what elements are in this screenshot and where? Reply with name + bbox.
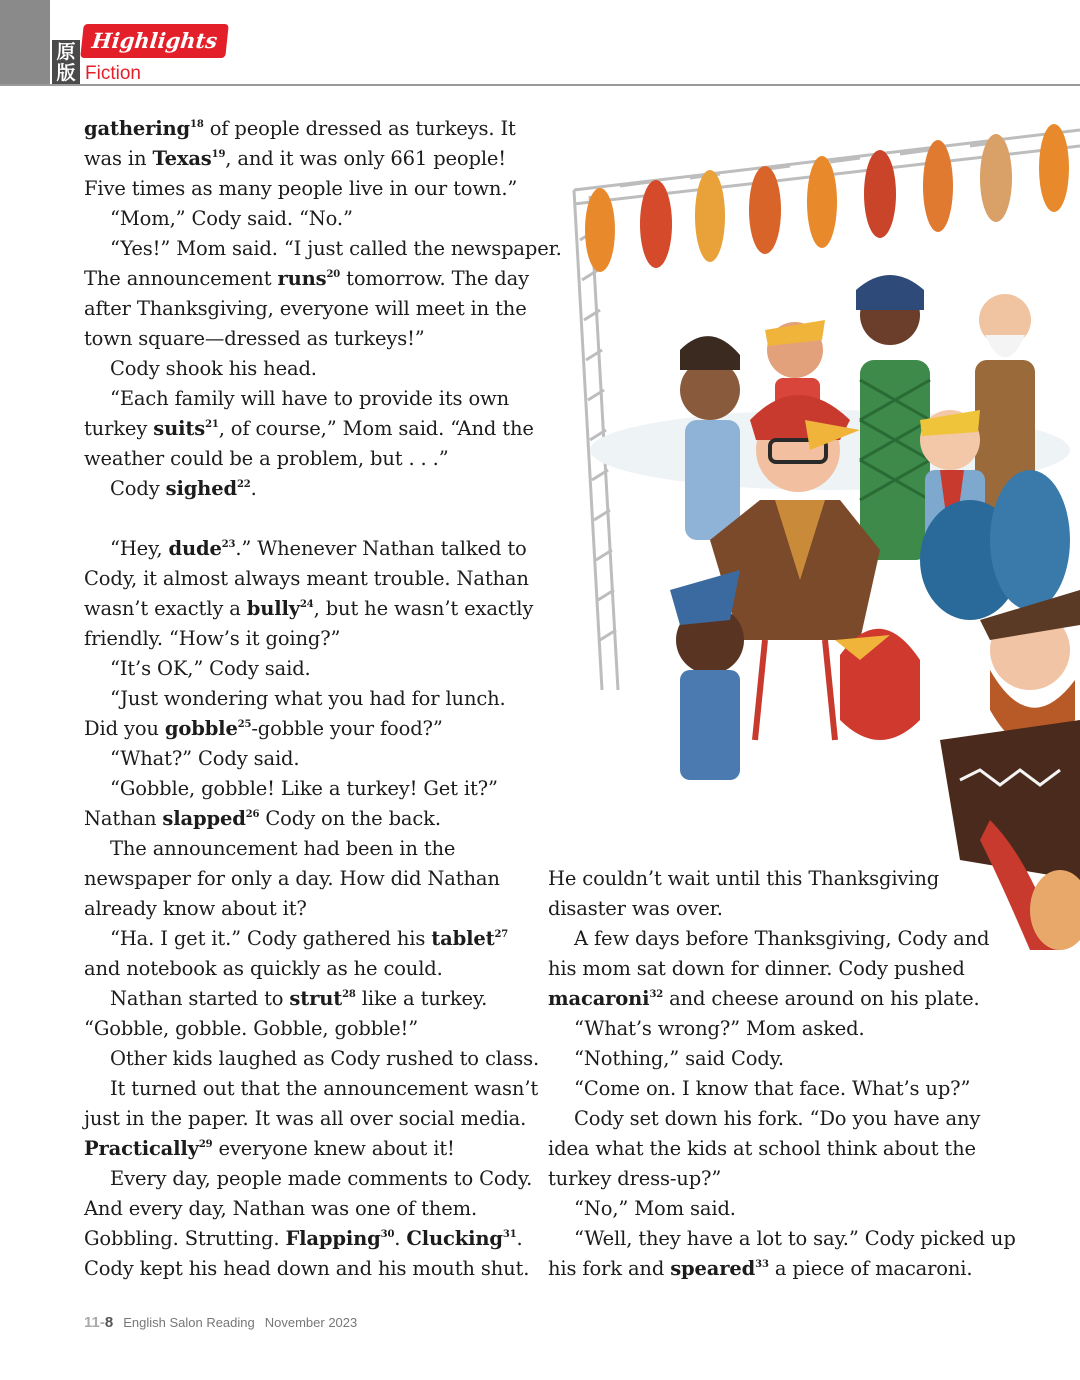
vocab-word: sighed [165, 477, 237, 500]
text-run: “No,” Mom said. [574, 1197, 736, 1220]
highlights-logo: Highlights [80, 24, 229, 58]
text-line [84, 1194, 534, 1224]
vocab-number: 22 [236, 479, 251, 490]
text-line [84, 954, 534, 984]
text-line [84, 1164, 534, 1194]
vocab-word: Texas [152, 147, 212, 170]
text-run: , and it was only 661 people! [225, 147, 506, 170]
text-run: “Come on. I know that face. What’s up?” [574, 1077, 971, 1100]
text-line [84, 114, 534, 144]
text-run: “What?” Cody said. [110, 747, 300, 770]
text-run: Cody on the back. [259, 807, 441, 830]
text-run: Cody set down his fork. “Do you have any [574, 1107, 981, 1130]
text-run: already know about it? [84, 897, 307, 920]
text-run: “Mom,” Cody said. “No.” [110, 207, 353, 230]
vocab-number: 25 [237, 719, 252, 730]
text-line [84, 1134, 534, 1164]
vocab-word: speared [670, 1257, 756, 1280]
text-run: a piece of macaroni. [768, 1257, 973, 1280]
text-line [548, 1134, 998, 1164]
text-run: “It’s OK,” Cody said. [110, 657, 311, 680]
text-run: And every day, Nathan was one of them. [84, 1197, 477, 1220]
text-run: Did you [84, 717, 165, 740]
text-line [84, 804, 534, 834]
text-run: He couldn’t wait until this Thanksgiving [548, 867, 940, 890]
text-run: -gobble your food?” [251, 717, 443, 740]
text-line [548, 1044, 998, 1074]
vocab-number: 26 [245, 809, 260, 820]
vocab-number: 32 [649, 989, 664, 1000]
text-run: just in the paper. It was all over social media. [84, 1107, 527, 1130]
text-run: turkey dress-up?” [548, 1167, 722, 1190]
page-number: 11-8 [84, 1314, 114, 1331]
vocab-number: 20 [326, 269, 341, 280]
vocab-number: 29 [198, 1139, 213, 1150]
text-run: was in [84, 147, 153, 170]
text-run: after Thanksgiving, everyone will meet in the [84, 297, 527, 320]
text-line [548, 1014, 998, 1044]
text-line [548, 1194, 998, 1224]
text-run: of people dressed as turkeys. It [203, 117, 516, 140]
text-run: “Gobble, gobble. Gobble, gobble!” [84, 1017, 419, 1040]
text-run: . [250, 477, 257, 500]
text-line [84, 1104, 534, 1134]
text-run: tomorrow. The day [340, 267, 529, 290]
story-column-left [84, 114, 562, 1284]
text-line [84, 1254, 534, 1284]
text-line [84, 324, 534, 354]
text-line [84, 714, 534, 744]
text-run: idea what the kids at school think about the [548, 1137, 976, 1160]
text-line [84, 894, 534, 924]
text-line [84, 744, 534, 774]
text-run: Other kids laughed as Cody rushed to class. [110, 1047, 540, 1070]
text-line [84, 474, 534, 504]
vocab-number: 21 [205, 419, 219, 430]
text-line [84, 384, 534, 414]
hanging-leaves [585, 124, 1069, 272]
text-run: Every day, people made comments to Cody. [110, 1167, 533, 1190]
text-run: . [516, 1227, 523, 1250]
text-run: , of course,” Mom said. “And the [218, 417, 534, 440]
text-run: “Hey, [110, 537, 169, 560]
text-line [548, 1224, 1016, 1254]
text-run: Nathan started to [110, 987, 290, 1010]
text-run: The announcement [84, 267, 278, 290]
text-run: “Yes!” Mom said. “I just called the newspaper. [110, 237, 562, 260]
vocab-number: 33 [755, 1259, 769, 1270]
vocab-word: bully [246, 597, 300, 620]
text-run: Five times as many people live in our town.” [84, 177, 518, 200]
text-line [548, 1074, 998, 1104]
text-run: “What’s wrong?” Mom asked. [574, 1017, 865, 1040]
text-line [84, 684, 534, 714]
text-line [84, 564, 534, 594]
text-run: . [394, 1227, 407, 1250]
text-line [548, 984, 998, 1014]
text-run: Cody, it almost always meant trouble. Nathan [84, 567, 529, 590]
vocab-number: 23 [221, 539, 236, 550]
vocab-number: 28 [342, 989, 356, 1000]
text-line [548, 1254, 998, 1284]
text-run: disaster was over. [548, 897, 723, 920]
text-line [548, 954, 998, 984]
vocab-word: gobble [164, 717, 238, 740]
vocab-number: 30 [380, 1229, 395, 1240]
text-line [84, 354, 534, 384]
text-run: It turned out that the announcement wasn’t [110, 1077, 539, 1100]
text-run: The announcement had been in the [110, 837, 456, 860]
text-run: “Ha. I get it.” Cody gathered his [110, 927, 432, 950]
text-run: his fork and [548, 1257, 671, 1280]
text-run: Cody [110, 477, 166, 500]
text-line [548, 924, 998, 954]
text-line [84, 1074, 539, 1104]
text-line [548, 894, 998, 924]
page-footer [84, 1314, 357, 1331]
text-run: and cheese around on his plate. [663, 987, 980, 1010]
vocab-word: macaroni [548, 987, 650, 1010]
text-line [548, 1164, 998, 1194]
text-line [84, 1044, 540, 1074]
text-run: , but he wasn’t exactly [313, 597, 534, 620]
text-run: weather could be a problem, but . . .” [84, 447, 449, 470]
vocab-word: slapped [162, 807, 246, 830]
vocab-word: Practically [84, 1137, 199, 1160]
text-run: Cody shook his head. [110, 357, 317, 380]
text-run: town square—dressed as turkeys!” [84, 327, 425, 350]
text-run: turkey [84, 417, 154, 440]
text-run: Gobbling. Strutting. [84, 1227, 286, 1250]
header-rule [0, 84, 1080, 86]
text-run: “Each family will have to provide its own [110, 387, 509, 410]
text-line [84, 174, 534, 204]
vocab-number: 24 [299, 599, 314, 610]
vocab-word: gathering [84, 117, 191, 140]
story-column-right [548, 864, 1016, 1284]
text-run: and notebook as quickly as he could. [84, 957, 443, 980]
text-run: newspaper for only a day. How did Nathan [84, 867, 500, 890]
vocab-number: 18 [190, 119, 204, 130]
text-line [84, 834, 534, 864]
issue-date: November 2023 [264, 1315, 358, 1330]
text-run: his mom sat down for dinner. Cody pushed [548, 957, 965, 980]
crowd [590, 275, 1080, 950]
text-line [548, 1104, 998, 1134]
turkey-costume-crowd-illustration [560, 120, 1080, 950]
vocab-word: runs [277, 267, 327, 290]
vocab-word: strut [289, 987, 343, 1010]
text-run: .” Whenever Nathan talked to [235, 537, 527, 560]
text-line [84, 774, 534, 804]
text-line [548, 864, 998, 894]
text-run: “Just wondering what you had for lunch. [110, 687, 506, 710]
text-run: “Well, they have a lot to say.” Cody picked up [574, 1227, 1016, 1250]
text-run: wasn’t exactly a [84, 597, 247, 620]
section-label: Fiction [85, 63, 141, 84]
vocab-word: Clucking [406, 1227, 503, 1250]
text-line [84, 594, 534, 624]
text-run: everyone knew about it! [212, 1137, 455, 1160]
text-run: “Gobble, gobble! Like a turkey! Get it?” [110, 777, 498, 800]
magazine-name: English Salon Reading [123, 1315, 255, 1330]
text-line [84, 204, 534, 234]
text-line [84, 294, 534, 324]
text-line [84, 144, 534, 174]
text-line [84, 534, 534, 564]
text-line [84, 1014, 534, 1044]
text-line [84, 864, 534, 894]
text-run: “Nothing,” said Cody. [574, 1047, 784, 1070]
vocab-word: dude [168, 537, 222, 560]
text-line [84, 234, 562, 264]
text-run: Cody kept his head down and his mouth shut. [84, 1257, 530, 1280]
header-tab [0, 0, 50, 84]
vocab-number: 19 [211, 149, 226, 160]
vocab-word: suits [153, 417, 206, 440]
text-run: Nathan [84, 807, 163, 830]
text-line [84, 414, 534, 444]
text-run: A few days before Thanksgiving, Cody and [574, 927, 990, 950]
vocab-word: Flapping [285, 1227, 381, 1250]
text-line [84, 924, 534, 954]
chinese-badge: 原版 [52, 40, 80, 84]
text-line [84, 1224, 534, 1254]
text-line [84, 624, 534, 654]
text-line [84, 654, 534, 684]
text-line [84, 444, 534, 474]
text-run: like a turkey. [355, 987, 488, 1010]
text-run: friendly. “How’s it going?” [84, 627, 341, 650]
vocab-word: tablet [431, 927, 495, 950]
vocab-number: 31 [502, 1229, 517, 1240]
text-line [84, 264, 534, 294]
vocab-number: 27 [494, 929, 509, 940]
text-line [84, 984, 534, 1014]
